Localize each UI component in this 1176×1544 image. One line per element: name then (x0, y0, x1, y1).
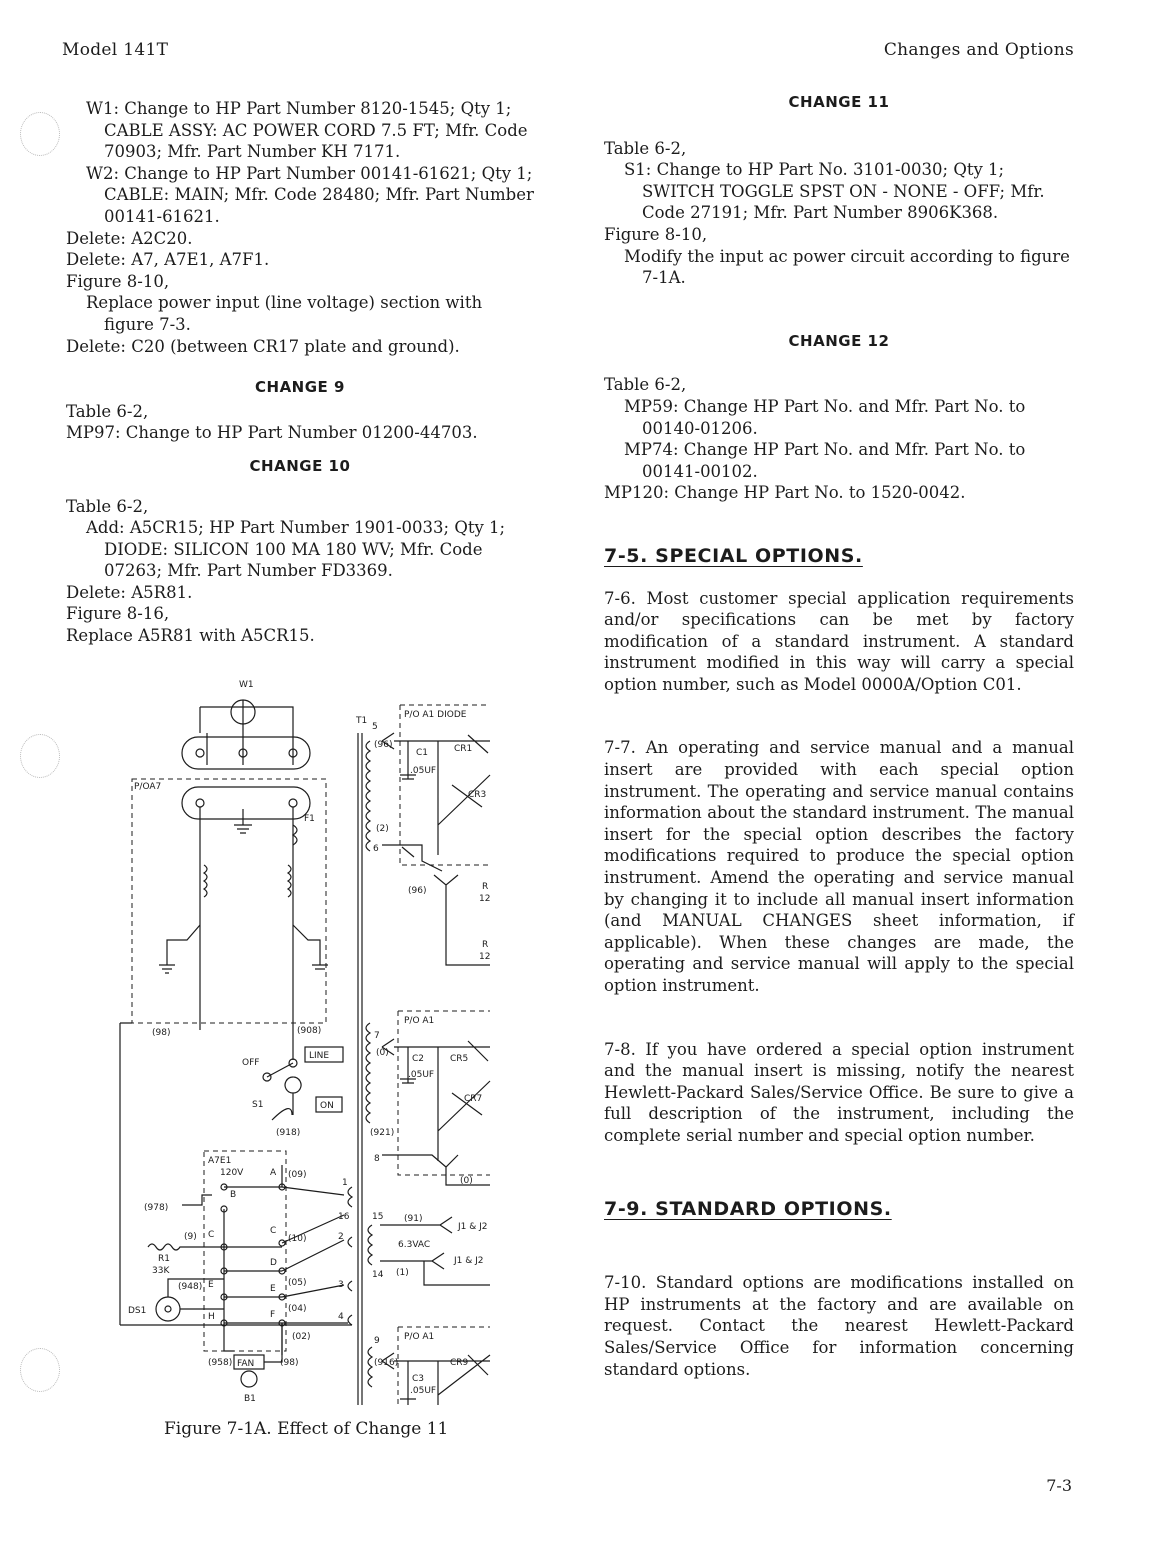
entry-replace-power: Replace power input (line voltage) section with figure 7-3. (86, 293, 483, 334)
label-c3: C3 (412, 1374, 425, 1384)
label-cr9: CR9 (450, 1358, 469, 1368)
label-terminal-d: D (270, 1258, 277, 1268)
label-ds1: DS1 (128, 1306, 147, 1316)
label-6-3vac: 6.3VAC (398, 1240, 431, 1250)
label-terminal-e2: E (270, 1284, 276, 1294)
label-w98: (98) (152, 1028, 171, 1038)
paragraph-7-8: 7-8. If you have ordered a special option instrument and the manual insert is missing, notify the nearest Hewlett-Packard Sales/Service Office. Be sure to give a full description of the instrument, including the complete serial number and special option number. (604, 1039, 1074, 1145)
label-cr7: CR7 (464, 1094, 483, 1104)
entry-delete-c20: Delete: C20 (between CR17 plate and ground). (66, 336, 460, 356)
entry-delete-a7: Delete: A7, A7E1, A7F1. (66, 250, 270, 270)
label-pin-3: 3 (338, 1280, 344, 1290)
label-pin-9: 9 (374, 1336, 380, 1346)
label-w0: (0) (376, 1048, 389, 1058)
label-w10: (10) (288, 1234, 307, 1244)
label-t1: T1 (356, 716, 368, 726)
ds1-lamp-symbol (156, 1297, 180, 1321)
label-pin-2: 2 (338, 1232, 344, 1242)
label-pin-6: 6 (373, 844, 379, 854)
label-w958: (958) (208, 1358, 233, 1368)
label-fan: FAN (237, 1359, 255, 1369)
label-r-b: R (482, 940, 489, 950)
label-f1: F1 (304, 814, 315, 824)
label-pin-5: 5 (372, 722, 378, 732)
change-11-s1: S1: Change to HP Part No. 3101-0030; Qty 1; SWITCH TOGGLE SPST ON - NONE - OFF; Mfr. Code 27191; Mfr. Part Number 8906K368. (624, 160, 1045, 223)
label-off: OFF (242, 1058, 260, 1068)
header-section: Changes and Options (883, 40, 1074, 60)
label-cr5: CR5 (450, 1054, 469, 1064)
right-column (604, 92, 1074, 1380)
change-10-delete: Delete: A5R81. (66, 582, 193, 602)
section-standard-options: 7-9. STANDARD OPTIONS. (604, 1197, 892, 1220)
label-w921: (921) (370, 1128, 395, 1138)
label-pin-4: 4 (338, 1312, 344, 1322)
label-terminal-f: F (270, 1310, 276, 1320)
change-11-figure: Figure 8-10, (604, 224, 708, 244)
label-w2: (2) (376, 824, 389, 834)
change-12-mp59: MP59: Change HP Part No. and Mfr. Part No. to 00140-01206. (624, 396, 1026, 438)
label-p-o-a7: P/OA7 (134, 782, 162, 792)
label-p-o-a1-diode: P/O A1 DIODE (404, 710, 467, 720)
change-10-replace: Replace A5R81 with A5CR15. (66, 626, 315, 646)
figure-caption: Figure 7-1A. Effect of Change 11 (164, 1419, 449, 1439)
label-pin-14: 14 (372, 1270, 384, 1280)
punch-hole-middle (20, 734, 60, 778)
label-pin-1: 1 (342, 1178, 348, 1188)
label-w9: (9) (184, 1232, 197, 1242)
change-10-table: Table 6-2, (66, 496, 149, 516)
label-j1-j2-a: J1 & J2 (458, 1222, 488, 1232)
entry-delete-a2c20: Delete: A2C20. (66, 228, 193, 248)
label-w916: (916) (374, 1358, 399, 1368)
paragraph-7-6: 7-6. Most customer special application requirements and/or specifications can be met by factory modification of a standard instrument. A standard instrument modified in this way will carry a special option number, such as Model 0000A/Option C01. (604, 588, 1074, 694)
label-terminal-b: B (230, 1190, 237, 1200)
label-b1: B1 (244, 1394, 256, 1404)
label-w908: (908) (297, 1026, 322, 1036)
label-c2-value: .05UF (408, 1070, 435, 1080)
power-connector-symbol (182, 737, 310, 769)
label-pin-15: 15 (372, 1212, 384, 1222)
label-w978: (978) (144, 1203, 169, 1213)
label-terminal-c: C (208, 1230, 215, 1240)
label-terminal-h: H (208, 1312, 215, 1322)
change-9-heading: CHANGE 9 (255, 378, 345, 397)
label-pin-16: 16 (338, 1212, 350, 1222)
label-terminal-a: A (270, 1168, 277, 1178)
label-w05: (05) (288, 1278, 307, 1288)
entry-figure-8-10: Figure 8-10, (66, 271, 170, 291)
page-number: 7-3 (1046, 1476, 1072, 1495)
label-pin-7: 7 (374, 1031, 380, 1041)
label-c1-value: .05UF (410, 766, 437, 776)
left-column (66, 98, 534, 647)
entry-w2: W2: Change to HP Part Number 00141-61621; Qty 1; CABLE: MAIN; Mfr. Code 28480; Mfr. Part Number 00141-61621. (86, 163, 534, 226)
change-12-table: Table 6-2, (604, 375, 687, 395)
change-12-mp74: MP74: Change HP Part No. and Mfr. Part No. to 00141-00102. (624, 440, 1026, 481)
punch-hole-bottom (20, 1348, 60, 1392)
change-9-mp97: MP97: Change to HP Part Number 01200-44703. (66, 423, 478, 443)
label-c3-value: .05UF (410, 1386, 437, 1396)
label-w1b: (1) (396, 1268, 409, 1278)
label-r-a: R (482, 882, 489, 892)
header-model: Model 141T (62, 40, 169, 60)
change-11-heading: CHANGE 11 (788, 93, 890, 111)
change-12-heading: CHANGE 12 (788, 331, 890, 350)
label-p-o-a1: P/O A1 (404, 1016, 435, 1026)
label-line: LINE (309, 1051, 330, 1061)
fan-motor-symbol (241, 1371, 257, 1387)
label-a7e1: A7E1 (208, 1156, 232, 1166)
label-w04: (04) (288, 1304, 307, 1314)
label-c2: C2 (412, 1054, 425, 1064)
label-w918: (918) (276, 1128, 301, 1138)
label-w96b: (96) (408, 886, 427, 896)
label-p-o-a1-b: P/O A1 (404, 1332, 435, 1342)
label-r-a2: 12 (479, 894, 491, 904)
label-terminal-e: E (208, 1280, 214, 1290)
label-120v: 120V (220, 1168, 244, 1178)
label-r1-value: 33K (152, 1266, 170, 1276)
label-cr1: CR1 (454, 744, 473, 754)
label-cr3: CR3 (468, 790, 487, 800)
label-j1-j2-b: J1 & J2 (454, 1256, 484, 1266)
label-w91: (91) (404, 1214, 423, 1224)
entry-w1: W1: Change to HP Part Number 8120-1545; Qty 1; CABLE ASSY: AC POWER CORD 7.5 FT; Mfr. Code 70903; Mfr. Part Number KH 7171. (86, 99, 528, 162)
label-w1: W1 (239, 680, 254, 690)
label-terminal-c2: C (270, 1226, 277, 1236)
label-r1: R1 (158, 1254, 170, 1264)
punch-hole-top (20, 112, 60, 156)
schematic-figure-7-1a (112, 675, 492, 1410)
label-w09: (09) (288, 1170, 307, 1180)
change-11-modify: Modify the input ac power circuit according to figure 7-1A. (624, 246, 1070, 288)
label-pin-8: 8 (374, 1154, 380, 1164)
label-s1: S1 (252, 1100, 264, 1110)
line-filter-symbol (182, 787, 310, 819)
label-w98b: (98) (280, 1358, 299, 1368)
paragraph-7-7: 7-7. An operating and service manual and a manual insert are provided with each special option instrument. The operating and service manual contains information about the standard instrument. The manual insert for the special option describes the factory modifications required to produce the special option instrument. Amend the operating and service manual by changing it to include all manual insert information (and MANUAL CHANGES sheet information, if applicable). When these changes are made, the operating and service manual will apply to the special option instrument. (604, 738, 1074, 995)
label-w96a: (96) (374, 740, 393, 750)
section-special-options: 7-5. SPECIAL OPTIONS. (604, 544, 863, 567)
label-on: ON (320, 1101, 334, 1111)
label-w948: (948) (178, 1282, 203, 1292)
paragraph-7-10: 7-10. Standard options are modifications installed on HP instruments at the factory and are available on request. Contact the nearest Hewlett-Packard Sales/Service Office for information concerning standard options. (604, 1273, 1074, 1379)
change-9-table: Table 6-2, (66, 401, 149, 421)
change-10-heading: CHANGE 10 (249, 456, 351, 475)
label-c1: C1 (416, 748, 429, 758)
change-10-add: Add: A5CR15; HP Part Number 1901-0033; Qty 1; DIODE: SILICON 100 MA 180 WV; Mfr. Code 07263; Mfr. Part Number FD3369. (86, 518, 506, 581)
change-12-mp120: MP120: Change HP Part No. to 1520-0042. (604, 483, 966, 503)
label-w0b: (0) (460, 1176, 473, 1186)
label-r-b2: 12 (479, 952, 491, 962)
label-w02: (02) (292, 1332, 311, 1342)
change-11-table: Table 6-2, (604, 138, 687, 158)
change-10-figure: Figure 8-16, (66, 604, 170, 624)
